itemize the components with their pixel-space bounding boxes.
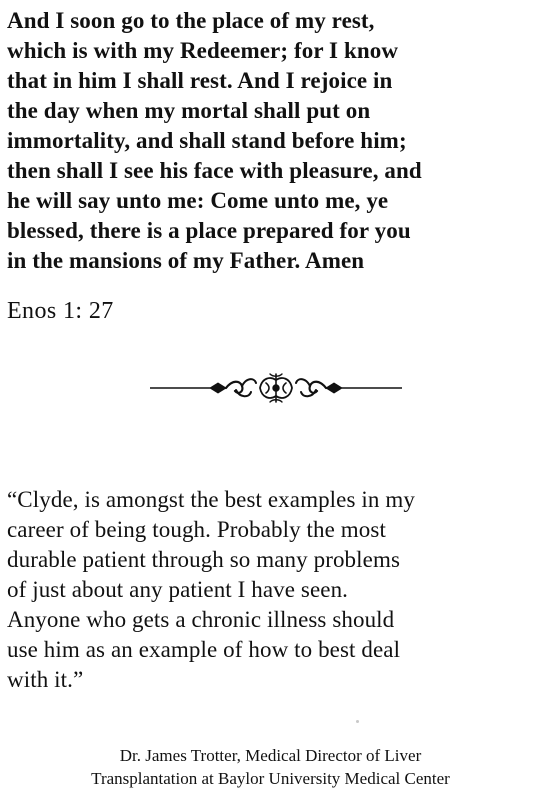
scripture-line: he will say unto me: Come unto me, ye [7,188,389,213]
scripture-line: immortality, and shall stand before him; [7,128,407,153]
quote-line: Anyone who gets a chronic illness should [7,607,395,632]
quote-line: with it.” [7,667,84,692]
scripture-line: that in him I shall rest. And I rejoice in [7,68,393,93]
scroll-flourish-divider-icon [150,368,402,408]
quote-line: durable patient through so many problems [7,547,401,572]
scripture-line: then shall I see his face with pleasure, and [7,158,422,183]
scripture-reference: Enos 1: 27 [7,298,114,324]
quote-line: “Clyde, is amongst the best examples in my [7,487,415,512]
quote-line: of just about any patient I have seen. [7,577,349,602]
scripture-passage [7,6,535,276]
scripture-line: which is with my Redeemer; for I know [7,38,399,63]
quote-line: use him as an example of how to best deal [7,637,401,662]
scripture-line: blessed, there is a place prepared for you [7,218,411,243]
scripture-line: in the mansions of my Father. Amen [7,248,365,273]
print-speck [356,720,359,723]
attribution-line: Dr. James Trotter, Medical Director of Liver [119,746,422,765]
scripture-line: And I soon go to the place of my rest, [7,8,375,33]
quote-attribution [0,744,541,790]
quote-line: career of being tough. Probably the most [7,517,386,542]
scripture-line: the day when my mortal shall put on [7,98,371,123]
testimonial-quote [7,485,535,695]
attribution-line: Transplantation at Baylor University Medical Center [91,769,450,788]
